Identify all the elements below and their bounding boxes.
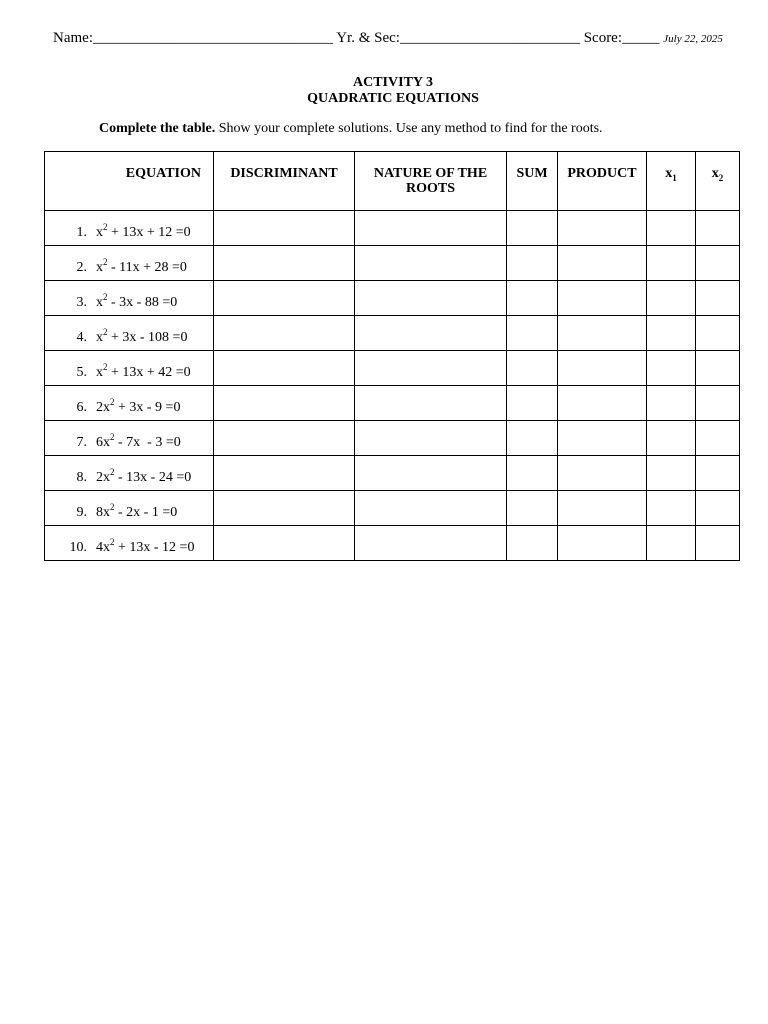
discriminant-cell[interactable] <box>214 211 355 246</box>
sum-cell[interactable] <box>507 421 558 456</box>
x1-cell[interactable] <box>647 386 696 421</box>
item-number: 10. <box>69 540 87 555</box>
table-row <box>45 211 740 246</box>
x1-cell[interactable] <box>647 351 696 386</box>
header-nature-of-roots <box>355 152 507 211</box>
equation-cell <box>45 316 214 351</box>
discriminant-cell[interactable] <box>214 491 355 526</box>
x1-cell[interactable] <box>647 456 696 491</box>
equation-rest: - 13x - 24 =0 <box>114 470 192 485</box>
sum-cell[interactable] <box>507 526 558 561</box>
x1-cell[interactable] <box>647 491 696 526</box>
equation-rest: + 13x - 12 =0 <box>114 540 195 555</box>
x1-cell[interactable] <box>647 211 696 246</box>
equation-exponent: 2 <box>110 432 115 442</box>
equation-rest: + 13x + 12 =0 <box>107 225 191 240</box>
sum-cell[interactable] <box>507 386 558 421</box>
header-x1-sub: 1 <box>672 172 677 183</box>
table-row <box>45 421 740 456</box>
discriminant-cell[interactable] <box>214 281 355 316</box>
equation-cell <box>45 351 214 386</box>
equation-coefficient: x <box>96 260 103 275</box>
item-number: 4. <box>76 330 87 345</box>
header-nature-line2: ROOTS <box>405 181 455 196</box>
x2-cell[interactable] <box>696 491 740 526</box>
nature-cell[interactable] <box>355 456 507 491</box>
header-product: PRODUCT <box>558 152 647 211</box>
header-nature-line1: NATURE OF THE <box>373 166 488 181</box>
sum-cell[interactable] <box>507 456 558 491</box>
x2-cell[interactable] <box>696 456 740 491</box>
x1-cell[interactable] <box>647 246 696 281</box>
header-discriminant: DISCRIMINANT <box>214 152 355 211</box>
item-number: 5. <box>76 365 87 380</box>
header-equation: EQUATION <box>45 152 214 211</box>
x2-cell[interactable] <box>696 421 740 456</box>
table-row <box>45 526 740 561</box>
x1-cell[interactable] <box>647 281 696 316</box>
nature-cell[interactable] <box>355 246 507 281</box>
product-cell[interactable] <box>558 316 647 351</box>
instructions <box>99 121 603 137</box>
yr-sec-label: Yr. & Sec: <box>336 30 400 46</box>
table-header-row <box>45 152 740 211</box>
sum-cell[interactable] <box>507 316 558 351</box>
equation-exponent: 2 <box>110 537 115 547</box>
nature-cell[interactable] <box>355 526 507 561</box>
sum-cell[interactable] <box>507 351 558 386</box>
item-number: 8. <box>76 470 87 485</box>
table-row <box>45 281 740 316</box>
equation-exponent: 2 <box>110 467 115 477</box>
equation-exponent: 2 <box>103 362 108 372</box>
name-label: Name: <box>53 30 93 46</box>
item-number: 6. <box>76 400 87 415</box>
equation-coefficient: x <box>96 225 103 240</box>
equation-cell <box>45 211 214 246</box>
item-number: 1. <box>76 225 87 240</box>
item-number: 7. <box>76 435 87 450</box>
product-cell[interactable] <box>558 526 647 561</box>
header-sum: SUM <box>507 152 558 211</box>
x2-cell[interactable] <box>696 246 740 281</box>
sum-cell[interactable] <box>507 281 558 316</box>
equation-rest: + 13x + 42 =0 <box>107 365 191 380</box>
discriminant-cell[interactable] <box>214 456 355 491</box>
equation-cell <box>45 246 214 281</box>
equation-coefficient: x <box>96 295 103 310</box>
table-row <box>45 491 740 526</box>
equation-cell <box>45 526 214 561</box>
header-x1 <box>647 152 696 211</box>
equation-exponent: 2 <box>110 397 115 407</box>
date: July 22, 2025 <box>663 33 723 45</box>
x1-cell[interactable] <box>647 421 696 456</box>
equation-exponent: 2 <box>103 292 108 302</box>
instructions-bold: Complete the table. <box>99 121 216 136</box>
nature-cell[interactable] <box>355 211 507 246</box>
product-cell[interactable] <box>558 491 647 526</box>
product-cell[interactable] <box>558 421 647 456</box>
x2-cell[interactable] <box>696 386 740 421</box>
equation-cell <box>45 386 214 421</box>
topic-title: QUADRATIC EQUATIONS <box>307 91 479 106</box>
x1-cell[interactable] <box>647 526 696 561</box>
equation-cell <box>45 491 214 526</box>
equation-coefficient: 6x <box>96 435 110 450</box>
x2-cell[interactable] <box>696 526 740 561</box>
discriminant-cell[interactable] <box>214 421 355 456</box>
nature-cell[interactable] <box>355 491 507 526</box>
equation-coefficient: x <box>96 330 103 345</box>
product-cell[interactable] <box>558 386 647 421</box>
equation-cell <box>45 281 214 316</box>
product-cell[interactable] <box>558 246 647 281</box>
sum-cell[interactable] <box>507 491 558 526</box>
equation-coefficient: 2x <box>96 470 110 485</box>
equation-exponent: 2 <box>103 257 108 267</box>
equation-rest: - 3x - 88 =0 <box>107 295 178 310</box>
yr-sec-blank[interactable]: ________________________ <box>399 30 580 46</box>
nature-cell[interactable] <box>355 421 507 456</box>
equation-coefficient: 2x <box>96 400 110 415</box>
nature-cell[interactable] <box>355 351 507 386</box>
nature-cell[interactable] <box>355 281 507 316</box>
equation-coefficient: 8x <box>96 505 110 520</box>
student-info-line <box>53 30 743 47</box>
product-cell[interactable] <box>558 281 647 316</box>
item-number: 9. <box>76 505 87 520</box>
equation-coefficient: 4x <box>96 540 110 555</box>
equation-rest: - 11x + 28 =0 <box>107 260 187 275</box>
equation-exponent: 2 <box>103 222 108 232</box>
table-row <box>45 386 740 421</box>
header-x2-sub: 2 <box>718 172 724 183</box>
item-number: 3. <box>76 295 87 310</box>
nature-cell[interactable] <box>355 386 507 421</box>
instructions-text: Show your complete solutions. Use any method to find for the roots. <box>215 121 603 136</box>
document-title <box>0 75 768 107</box>
x1-cell[interactable] <box>647 316 696 351</box>
x2-cell[interactable] <box>696 316 740 351</box>
equation-coefficient: x <box>96 365 103 380</box>
activity-title: ACTIVITY 3 <box>353 75 433 90</box>
table-row <box>45 316 740 351</box>
equation-exponent: 2 <box>103 327 108 337</box>
score-label: Score: <box>583 30 623 46</box>
sum-cell[interactable] <box>507 211 558 246</box>
score-blank[interactable]: _____ <box>622 30 660 46</box>
quadratic-table <box>44 151 740 561</box>
table-row <box>45 246 740 281</box>
discriminant-cell[interactable] <box>214 526 355 561</box>
product-cell[interactable] <box>558 351 647 386</box>
x2-cell[interactable] <box>696 211 740 246</box>
table-row <box>45 456 740 491</box>
equation-rest: + 3x - 9 =0 <box>114 400 181 415</box>
equation-cell <box>45 456 214 491</box>
discriminant-cell[interactable] <box>214 316 355 351</box>
product-cell[interactable] <box>558 456 647 491</box>
name-blank[interactable]: ________________________________ <box>92 30 333 46</box>
x2-cell[interactable] <box>696 351 740 386</box>
equation-rest: + 3x - 108 =0 <box>107 330 188 345</box>
discriminant-cell[interactable] <box>214 351 355 386</box>
discriminant-cell[interactable] <box>214 386 355 421</box>
equation-rest: - 2x - 1 =0 <box>114 505 178 520</box>
header-x2 <box>696 152 740 211</box>
x2-cell[interactable] <box>696 281 740 316</box>
equation-cell <box>45 421 214 456</box>
item-number: 2. <box>76 260 87 275</box>
product-cell[interactable] <box>558 211 647 246</box>
sum-cell[interactable] <box>507 246 558 281</box>
table-row <box>45 351 740 386</box>
discriminant-cell[interactable] <box>214 246 355 281</box>
equation-exponent: 2 <box>110 502 115 512</box>
nature-cell[interactable] <box>355 316 507 351</box>
header-x1-base: x <box>665 166 673 181</box>
header-x2-base: x <box>711 166 719 181</box>
equation-rest: - 7x - 3 =0 <box>114 435 181 450</box>
